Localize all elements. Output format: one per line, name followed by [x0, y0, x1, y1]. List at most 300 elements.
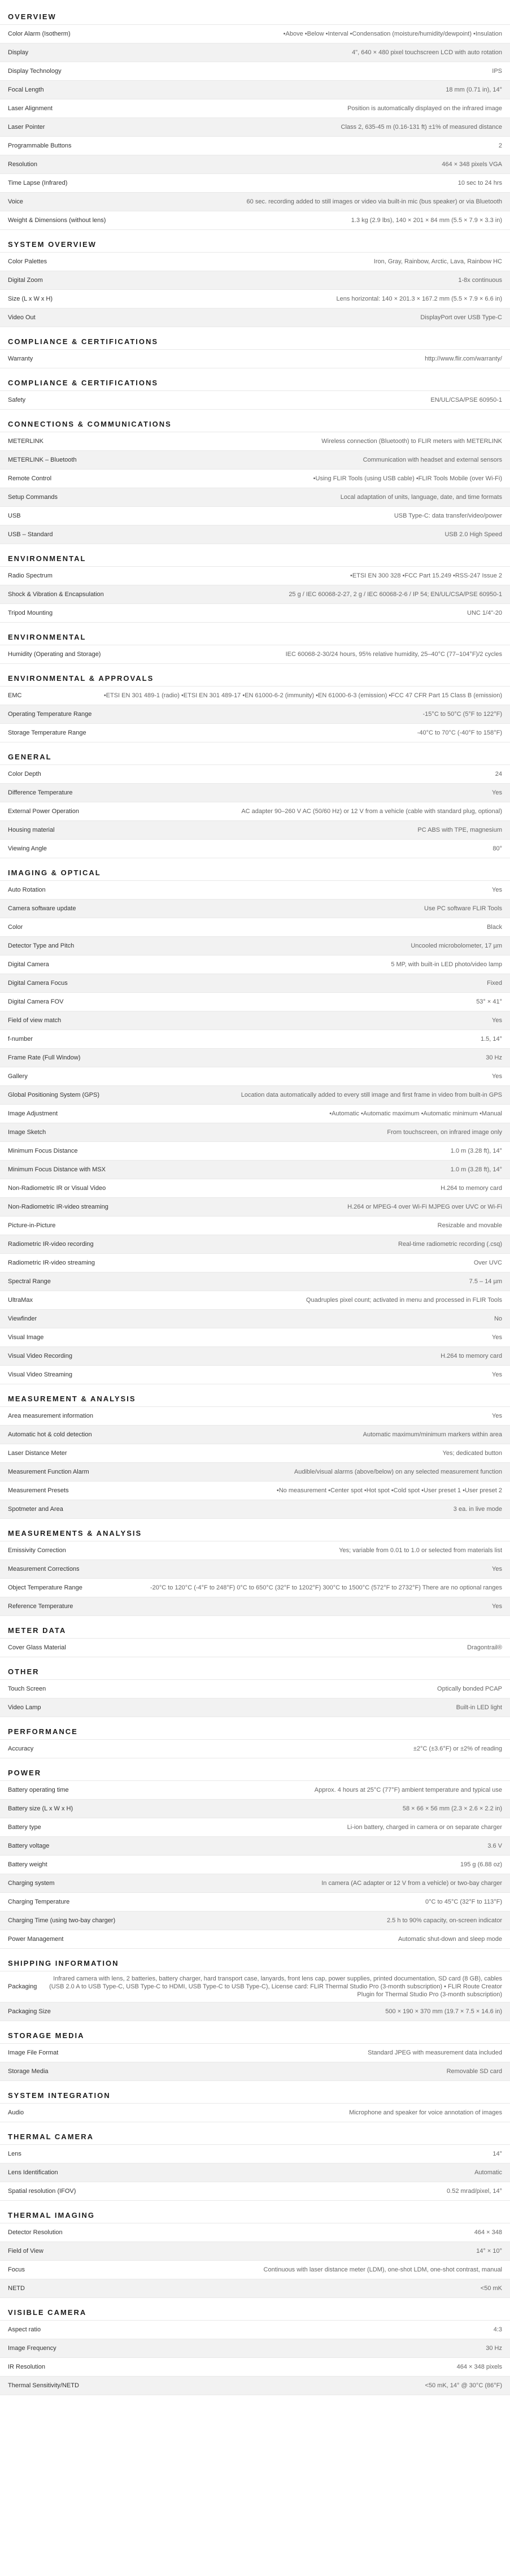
spec-row: [0, 1216, 510, 1235]
spec-label: Video Out: [8, 314, 36, 321]
spec-value: Iron, Gray, Rainbow, Arctic, Lava, Rainbow HC: [373, 258, 502, 265]
spec-value: <50 mK, 14° @ 30°C (86°F): [425, 2382, 502, 2389]
spec-value: -40°C to 70°C (-40°F to 158°F): [417, 729, 502, 736]
spec-value: 1.5, 14°: [480, 1036, 502, 1042]
spec-row: [0, 349, 510, 368]
spec-row: [0, 80, 510, 99]
spec-row: [0, 992, 510, 1011]
spec-label: Laser Alignment: [8, 105, 53, 112]
spec-value: Automatic: [474, 2169, 502, 2176]
spec-value: Yes: [492, 1603, 502, 1610]
spec-label: Difference Temperature: [8, 789, 73, 796]
spec-row: [0, 390, 510, 409]
spec-label: Automatic hot & cold detection: [8, 1431, 92, 1438]
spec-table: [0, 686, 510, 742]
spec-label: Digital Camera FOV: [8, 998, 64, 1005]
spec-row: [0, 880, 510, 899]
spec-row: [0, 899, 510, 918]
spec-row: [0, 2320, 510, 2339]
spec-value: H.264 to memory card: [441, 1353, 502, 1359]
spec-row: [0, 783, 510, 802]
spec-row: [0, 173, 510, 192]
spec-label: Field of View: [8, 2248, 43, 2254]
spec-value: -15°C to 50°C (5°F to 122°F): [422, 711, 502, 718]
spec-table: [0, 2043, 510, 2081]
spec-label: Field of view match: [8, 1017, 62, 1024]
spec-row: [0, 506, 510, 525]
spec-label: Packaging Size: [8, 2008, 51, 2015]
spec-section-measurement-analysis: [0, 1390, 510, 1519]
spec-table: [0, 2144, 510, 2201]
section-title: ENVIRONMENTAL: [8, 633, 86, 641]
spec-row: [0, 1160, 510, 1179]
section-title: PERFORMANCE: [8, 1727, 78, 1736]
spec-value: •Using FLIR Tools (using USB cable) •FLIR Tools Mobile (over Wi-Fi): [313, 475, 502, 482]
spec-row: [0, 1029, 510, 1048]
spec-value: Uncooled microbolometer, 17 µm: [411, 942, 502, 949]
spec-value: Yes: [492, 1017, 502, 1024]
spec-label: METERLINK: [8, 438, 43, 445]
spec-value: Communication with headset and external sensors: [363, 457, 502, 463]
spec-value: 60 sec. recording added to still images or video via built-in mic (bus speaker) or via Bluetooth: [246, 198, 502, 205]
spec-row: [0, 1406, 510, 1425]
spec-label: Resolution: [8, 161, 37, 168]
spec-row: [0, 1739, 510, 1758]
section-title: THERMAL CAMERA: [8, 2132, 94, 2141]
section-title: OVERVIEW: [8, 12, 56, 21]
spec-table: [0, 764, 510, 858]
spec-row: [0, 308, 510, 327]
spec-label: Remote Control: [8, 475, 52, 482]
spec-value: H.264 to memory card: [441, 1185, 502, 1192]
spec-table: [0, 349, 510, 368]
spec-label: Object Temperature Range: [8, 1584, 82, 1591]
spec-value: Yes: [492, 1334, 502, 1341]
spec-table: [0, 1406, 510, 1519]
spec-row: [0, 136, 510, 155]
section-title: GENERAL: [8, 753, 52, 761]
spec-row: [0, 1235, 510, 1253]
section-title: SYSTEM OVERVIEW: [8, 240, 97, 249]
spec-row: [0, 802, 510, 820]
spec-value: 10 sec to 24 hrs: [457, 180, 502, 186]
spec-value: 53° × 41°: [476, 998, 502, 1005]
spec-label: Minimum Focus Distance: [8, 1148, 78, 1154]
spec-label: Focal Length: [8, 86, 44, 93]
spec-label: Color: [8, 924, 23, 931]
spec-table: [0, 24, 510, 230]
spec-section-system-integration: [0, 2087, 510, 2122]
spec-row: [0, 2163, 510, 2182]
spec-section-connections-communications: [0, 415, 510, 544]
spec-label: Programmable Buttons: [8, 142, 72, 149]
spec-row: [0, 1123, 510, 1141]
spec-row: [0, 469, 510, 488]
spec-table: [0, 2103, 510, 2122]
section-title: CONNECTIONS & COMMUNICATIONS: [8, 420, 172, 428]
spec-section-environmental-approvals: [0, 670, 510, 742]
spec-value: 30 Hz: [486, 1054, 502, 1061]
spec-table: [0, 1541, 510, 1616]
spec-row: [0, 1780, 510, 1799]
section-title: SYSTEM INTEGRATION: [8, 2091, 111, 2100]
spec-row: [0, 1011, 510, 1029]
spec-row: [0, 488, 510, 506]
spec-label: METERLINK – Bluetooth: [8, 457, 77, 463]
spec-row: [0, 2182, 510, 2200]
spec-section-overview: [0, 8, 510, 230]
section-title: POWER: [8, 1769, 42, 1777]
spec-label: UltraMax: [8, 1297, 33, 1304]
spec-label: Visual Image: [8, 1334, 44, 1341]
spec-value: IEC 60068-2-30/24 hours, 95% relative humidity, 25–40°C (77–104°F)/2 cycles: [285, 651, 502, 658]
spec-value: DisplayPort over USB Type-C: [420, 314, 502, 321]
spec-row: [0, 2103, 510, 2122]
spec-section-power: [0, 1764, 510, 1949]
section-title: IMAGING & OPTICAL: [8, 868, 101, 877]
spec-label: Detector Type and Pitch: [8, 942, 75, 949]
spec-value: Black: [487, 924, 502, 931]
spec-label: Global Positioning System (GPS): [8, 1092, 100, 1098]
spec-label: Image Adjustment: [8, 1110, 58, 1117]
spec-label: Auto Rotation: [8, 887, 46, 893]
spec-label: Measurement Corrections: [8, 1566, 80, 1572]
spec-label: Non-Radiometric IR or Visual Video: [8, 1185, 106, 1192]
spec-row: [0, 1104, 510, 1123]
spec-section-compliance-certifications: [0, 333, 510, 368]
spec-value: 500 × 190 × 370 mm (19.7 × 7.5 × 14.6 in): [385, 2008, 502, 2015]
spec-label: Frame Rate (Full Window): [8, 1054, 81, 1061]
spec-label: Battery voltage: [8, 1843, 50, 1849]
spec-value: 24: [495, 771, 502, 777]
spec-value: ±2°C (±3.6°F) or ±2% of reading: [413, 1745, 502, 1752]
spec-value: Quadruples pixel count; activated in menu and processed in FLIR Tools: [306, 1297, 502, 1304]
spec-row: [0, 2144, 510, 2163]
section-title: SHIPPING INFORMATION: [8, 1959, 119, 1967]
spec-row: [0, 1365, 510, 1384]
spec-row: [0, 1799, 510, 1818]
spec-row: [0, 155, 510, 173]
spec-row: [0, 764, 510, 783]
spec-value: 464 × 348: [474, 2229, 502, 2236]
spec-label: Emissivity Correction: [8, 1547, 66, 1554]
spec-label: Packaging: [8, 1983, 37, 1990]
spec-row: [0, 566, 510, 585]
spec-value: Yes: [492, 887, 502, 893]
spec-row: [0, 1638, 510, 1657]
spec-value: 1.3 kg (2.9 lbs), 140 × 201 × 84 mm (5.5 × 7.9 × 3.3 in): [351, 217, 502, 224]
spec-row: [0, 1500, 510, 1518]
spec-value: 7.5 – 14 µm: [469, 1278, 502, 1285]
spec-value: Yes; variable from 0.01 to 1.0 or selected from materials list: [339, 1547, 502, 1554]
spec-row: [0, 450, 510, 469]
spec-value: 3.6 V: [487, 1843, 502, 1849]
spec-value: Built-in LED light: [456, 1704, 502, 1711]
spec-label: Color Alarm (Isotherm): [8, 31, 71, 37]
spec-value: Standard JPEG with measurement data included: [368, 2049, 502, 2056]
spec-value: Dragontrail®: [467, 1644, 502, 1651]
spec-label: Housing material: [8, 827, 55, 833]
spec-label: Focus: [8, 2266, 25, 2273]
spec-label: Accuracy: [8, 1745, 34, 1752]
spec-row: [0, 2223, 510, 2241]
spec-value: Yes: [492, 1566, 502, 1572]
spec-value: <50 mK: [480, 2285, 502, 2292]
spec-value: Yes: [492, 1073, 502, 1080]
section-title: ENVIRONMENTAL: [8, 554, 86, 563]
spec-row: [0, 24, 510, 43]
spec-row: [0, 936, 510, 955]
spec-table: [0, 2223, 510, 2298]
spec-value: 3 ea. in live mode: [453, 1506, 502, 1513]
spec-label: Voice: [8, 198, 23, 205]
spec-value: •No measurement •Center spot •Hot spot •Cold spot •User preset 1 •User preset 2: [276, 1487, 502, 1494]
spec-label: Thermal Sensitivity/NETD: [8, 2382, 79, 2389]
section-title: MEASUREMENT & ANALYSIS: [8, 1395, 136, 1403]
spec-section-environmental: [0, 628, 510, 664]
spec-label: Battery type: [8, 1824, 41, 1831]
spec-label: Power Management: [8, 1936, 64, 1943]
spec-row: [0, 1462, 510, 1481]
spec-row: [0, 1892, 510, 1911]
spec-section-system-overview: [0, 236, 510, 327]
spec-row: [0, 1541, 510, 1559]
spec-label: IR Resolution: [8, 2364, 46, 2370]
spec-table: [0, 566, 510, 623]
spec-value: In camera (AC adapter or 12 V from a vehicle) or two-bay charger: [321, 1880, 502, 1887]
spec-label: EMC: [8, 692, 22, 699]
spec-value: Automatic shut-down and sleep mode: [398, 1936, 502, 1943]
spec-value: 1-8x continuous: [458, 277, 502, 284]
spec-value: 80°: [492, 845, 502, 852]
spec-row: [0, 603, 510, 622]
spec-value: 18 mm (0.71 in), 14°: [446, 86, 502, 93]
spec-value: Wireless connection (Bluetooth) to FLIR meters with METERLINK: [321, 438, 502, 445]
spec-table: [0, 390, 510, 410]
spec-label: Viewfinder: [8, 1315, 37, 1322]
spec-label: Tripod Mounting: [8, 610, 53, 616]
spec-row: [0, 1253, 510, 1272]
spec-value: IPS: [492, 68, 502, 75]
spec-row: [0, 99, 510, 118]
spec-label: Charging Temperature: [8, 1899, 70, 1905]
spec-table: [0, 432, 510, 544]
spec-label: Laser Distance Meter: [8, 1450, 67, 1457]
spec-row: [0, 1930, 510, 1948]
section-title: STORAGE MEDIA: [8, 2031, 85, 2040]
spec-value: Over UVC: [473, 1259, 502, 1266]
spec-row: [0, 252, 510, 271]
spec-value: Position is automatically displayed on the infrared image: [347, 105, 502, 112]
spec-value: 5 MP, with built-in LED photo/video lamp: [391, 961, 502, 968]
spec-row: [0, 2002, 510, 2021]
spec-value: 1.0 m (3.28 ft), 14°: [450, 1148, 502, 1154]
spec-row: [0, 43, 510, 62]
spec-label: Visual Video Recording: [8, 1353, 72, 1359]
spec-label: Lens Identification: [8, 2169, 58, 2176]
spec-row: [0, 118, 510, 136]
spec-value: Resizable and movable: [437, 1222, 502, 1229]
spec-value: Li-ion battery, charged in camera or on separate charger: [347, 1824, 502, 1831]
spec-label: Radiometric IR-video streaming: [8, 1259, 95, 1266]
spec-row: [0, 1048, 510, 1067]
spec-row: [0, 192, 510, 211]
spec-label: Operating Temperature Range: [8, 711, 92, 718]
spec-table: [0, 252, 510, 327]
spec-row: [0, 1578, 510, 1597]
spec-value: •ETSI EN 301 489-1 (radio) •ETSI EN 301 489-17 •EN 61000-6-2 (immunity) •EN 61000-6-3 (emission) •FCC 47 CFR Part 15 Class B (emission): [103, 692, 502, 699]
spec-value: 2.5 h to 90% capacity, on-screen indicator: [386, 1917, 502, 1924]
spec-label: Aspect ratio: [8, 2326, 41, 2333]
spec-value: Microphone and speaker for voice annotation of images: [349, 2109, 502, 2116]
spec-label: Audio: [8, 2109, 24, 2116]
spec-value: Continuous with laser distance meter (LDM), one-shot LDM, one-shot contrast, manual: [263, 2266, 502, 2273]
spec-row: [0, 645, 510, 663]
spec-value: Infrared camera with lens, 2 batteries, battery charger, hard transport case, lanyards, front lens cap, power supplies, printed documentation, SD card (8 GB), cables (USB 2.0 A to USB Type-C, USB Type-C to HDMI, USB Type-C to USB Type-C), License card: FLIR Thermal Studio Pro (3-month subscription) • FLIR Route Creator Plugin for Thermal Studio Pro (3-month subscription): [49, 1975, 502, 1998]
spec-label: Spotmeter and Area: [8, 1506, 63, 1513]
spec-label: Setup Commands: [8, 494, 58, 501]
spec-value: http://www.flir.com/warranty/: [425, 355, 502, 362]
spec-value: 14°: [492, 2151, 502, 2157]
spec-value: Approx. 4 hours at 25°C (77°F) ambient temperature and typical use: [314, 1787, 502, 1793]
spec-label: Detector Resolution: [8, 2229, 63, 2236]
spec-value: Real-time radiometric recording (.csq): [398, 1241, 502, 1248]
spec-section-imaging-optical: [0, 864, 510, 1384]
spec-row: [0, 1698, 510, 1717]
spec-label: NETD: [8, 2285, 25, 2292]
spec-label: Display: [8, 49, 29, 56]
spec-row: [0, 2376, 510, 2395]
spec-value: 58 × 66 × 56 mm (2.3 × 2.6 × 2.2 in): [402, 1805, 502, 1812]
spec-label: Image Frequency: [8, 2345, 56, 2352]
spec-table: [0, 1638, 510, 1657]
spec-label: Battery weight: [8, 1861, 47, 1868]
spec-row: [0, 955, 510, 974]
spec-value: Yes: [492, 1413, 502, 1419]
spec-value: 195 g (6.88 oz): [460, 1861, 502, 1868]
spec-section-visible-camera: [0, 2304, 510, 2395]
spec-label: Storage Media: [8, 2068, 49, 2075]
spec-label: Radio Spectrum: [8, 572, 53, 579]
spec-value: •Above •Below •Interval •Condensation (moisture/humidity/dewpoint) •Insulation: [283, 31, 502, 37]
spec-value: •Automatic •Automatic maximum •Automatic minimum •Manual: [329, 1110, 502, 1117]
section-title: MEASUREMENTS & ANALYSIS: [8, 1529, 142, 1537]
spec-label: USB – Standard: [8, 531, 53, 538]
section-title: METER DATA: [8, 1626, 67, 1635]
spec-value: 464 × 348 pixels: [456, 2364, 502, 2370]
spec-row: [0, 1855, 510, 1874]
spec-value: USB 2.0 High Speed: [444, 531, 502, 538]
spec-label: Storage Temperature Range: [8, 729, 86, 736]
spec-row: [0, 839, 510, 858]
spec-row: [0, 1559, 510, 1578]
section-title: COMPLIANCE & CERTIFICATIONS: [8, 379, 159, 387]
spec-label: Picture-in-Picture: [8, 1222, 56, 1229]
section-title: THERMAL IMAGING: [8, 2211, 95, 2219]
spec-label: Color Depth: [8, 771, 41, 777]
spec-row: [0, 2357, 510, 2376]
spec-value: Yes: [492, 1371, 502, 1378]
spec-label: External Power Operation: [8, 808, 79, 815]
spec-value: 1.0 m (3.28 ft), 14°: [450, 1166, 502, 1173]
spec-section-compliance-certifications: [0, 374, 510, 410]
spec-label: Image File Format: [8, 2049, 59, 2056]
spec-row: [0, 585, 510, 603]
spec-row: [0, 271, 510, 289]
spec-section-environmental: [0, 550, 510, 623]
spec-row: [0, 2241, 510, 2260]
spec-value: •ETSI EN 300 328 •FCC Part 15.249 •RSS-247 Issue 2: [350, 572, 502, 579]
spec-value: 464 × 348 pixels VGA: [442, 161, 502, 168]
spec-label: Size (L x W x H): [8, 296, 53, 302]
spec-value: 0.52 mrad/pixel, 14°: [447, 2188, 502, 2195]
spec-value: H.264 or MPEG-4 over Wi-Fi MJPEG over UVC or Wi-Fi: [347, 1204, 502, 1210]
spec-value: PC ABS with TPE, magnesium: [417, 827, 502, 833]
spec-label: Visual Video Streaming: [8, 1371, 72, 1378]
spec-value: Yes: [492, 789, 502, 796]
spec-row: [0, 974, 510, 992]
spec-label: Gallery: [8, 1073, 28, 1080]
spec-label: Minimum Focus Distance with MSX: [8, 1166, 106, 1173]
spec-label: Spectral Range: [8, 1278, 51, 1285]
spec-value: Audible/visual alarms (above/below) on any selected measurement function: [294, 1469, 502, 1475]
spec-section-meter-data: [0, 1622, 510, 1657]
spec-section-measurements-analysis: [0, 1524, 510, 1616]
spec-row: [0, 62, 510, 80]
spec-row: [0, 1971, 510, 2002]
spec-label: Color Palettes: [8, 258, 47, 265]
spec-label: Display Technology: [8, 68, 62, 75]
spec-table: [0, 645, 510, 664]
spec-value: 0°C to 45°C (32°F to 113°F): [425, 1899, 502, 1905]
spec-label: Measurement Presets: [8, 1487, 69, 1494]
spec-table: [0, 1971, 510, 2021]
spec-row: [0, 1291, 510, 1309]
spec-label: f-number: [8, 1036, 33, 1042]
spec-row: [0, 289, 510, 308]
spec-row: [0, 1911, 510, 1930]
spec-row: [0, 1874, 510, 1892]
spec-row: [0, 1272, 510, 1291]
spec-row: [0, 1679, 510, 1698]
spec-value: Class 2, 635-45 m (0.16-131 ft) ±1% of measured distance: [341, 124, 502, 131]
spec-value: Optically bonded PCAP: [437, 1686, 502, 1692]
spec-row: [0, 1346, 510, 1365]
spec-label: Shock & Vibration & Encapsulation: [8, 591, 104, 598]
spec-value: Automatic maximum/minimum markers within area: [363, 1431, 502, 1438]
spec-label: USB: [8, 512, 21, 519]
spec-table: [0, 2320, 510, 2395]
spec-value: Yes; dedicated button: [442, 1450, 502, 1457]
spec-label: Reference Temperature: [8, 1603, 73, 1610]
section-title: ENVIRONMENTAL & APPROVALS: [8, 674, 154, 683]
spec-row: [0, 1425, 510, 1444]
spec-label: Video Lamp: [8, 1704, 41, 1711]
spec-table: [0, 880, 510, 1384]
spec-label: Digital Camera: [8, 961, 49, 968]
spec-section-shipping-information: [0, 1954, 510, 2021]
spec-label: Digital Camera Focus: [8, 980, 68, 987]
spec-row: [0, 1818, 510, 1836]
spec-label: Image Sketch: [8, 1129, 46, 1136]
spec-row: [0, 686, 510, 705]
spec-label: Battery size (L x W x H): [8, 1805, 73, 1812]
spec-row: [0, 1597, 510, 1615]
section-title: OTHER: [8, 1667, 40, 1676]
spec-label: Charging Time (using two-bay charger): [8, 1917, 116, 1924]
spec-label: Measurement Function Alarm: [8, 1469, 89, 1475]
spec-value: AC adapter 90–260 V AC (50/60 Hz) or 12 V from a vehicle (cable with standard plug, optional): [241, 808, 502, 815]
